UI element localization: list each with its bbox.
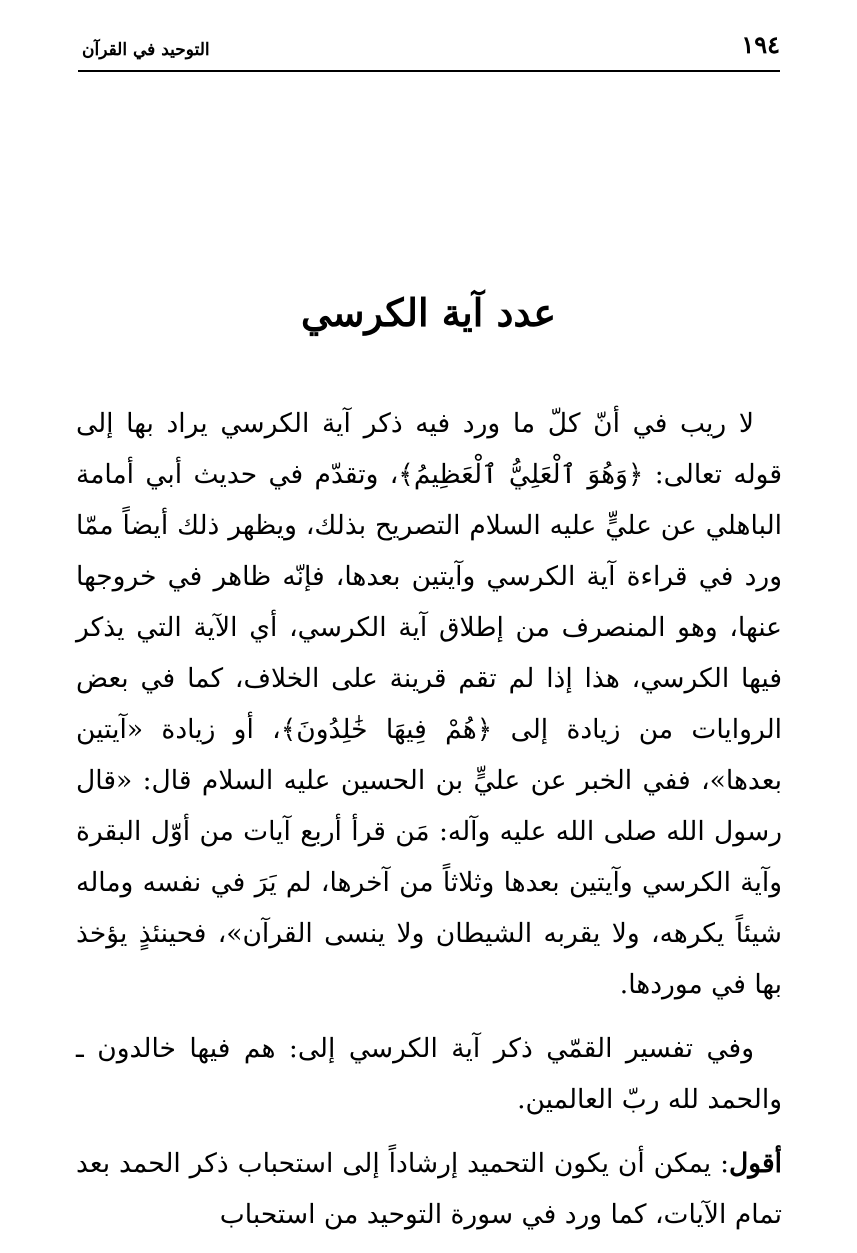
running-title: التوحيد في القرآن: [82, 40, 210, 60]
paragraph-3: [76, 1138, 782, 1240]
paragraph-lead-word: أقول: [729, 1148, 782, 1179]
paragraph-1: لا ريب في أنّ كلّ ما ورد فيه ذكر آية الكرسي يراد بها إلى قوله تعالى: ﴿وَهُوَ ٱلْعَلِيُّ ٱلْعَظِيمُ﴾، وتقدّم في حديث أبي أمامة الباهلي عن عليٍّ عليه السلام التصريح بذلك، ويظهر ذلك أيضاً ممّا ورد في قراءة آية الكرسي وآيتين بعدها، فإنّه ظاهر في خروجها عنها، وهو المنصرف من إطلاق آية الكرسي، أي الآية التي يذكر فيها الكرسي، هذا إذا لم تقم قرينة على الخلاف، كما في بعض الروايات من زيادة إلى ﴿هُمْ فِيهَا خَٰلِدُونَ﴾، أو زيادة «آيتين بعدها»، ففي الخبر عن عليٍّ بن الحسين عليه السلام قال: «قال رسول الله صلى الله عليه وآله: مَن قرأ أربع آيات من أوّل البقرة وآية الكرسي وآيتين بعدها وثلاثاً من آخرها، لم يَرَ في نفسه وماله شيئاً يكرهه، ولا يقربه الشيطان ولا ينسى القرآن»، فحينئذٍ يؤخذ بها في موردها.: [76, 408, 783, 1000]
paragraph-2: وفي تفسير القمّي ذكر آية الكرسي إلى: هم فيها خالدون ـ والحمد لله ربّ العالمين.: [76, 1033, 782, 1115]
body-text: [76, 398, 782, 1253]
page-number: ١٩٤: [741, 30, 780, 59]
paragraph-3-text: : يمكن أن يكون التحميد إرشاداً إلى استحباب ذكر الحمد بعد تمام الآيات، كما ورد في سورة التوحيد من استحباب: [76, 1148, 782, 1230]
section-title: عدد آية الكرسي: [300, 290, 557, 335]
page-header: [78, 30, 780, 72]
